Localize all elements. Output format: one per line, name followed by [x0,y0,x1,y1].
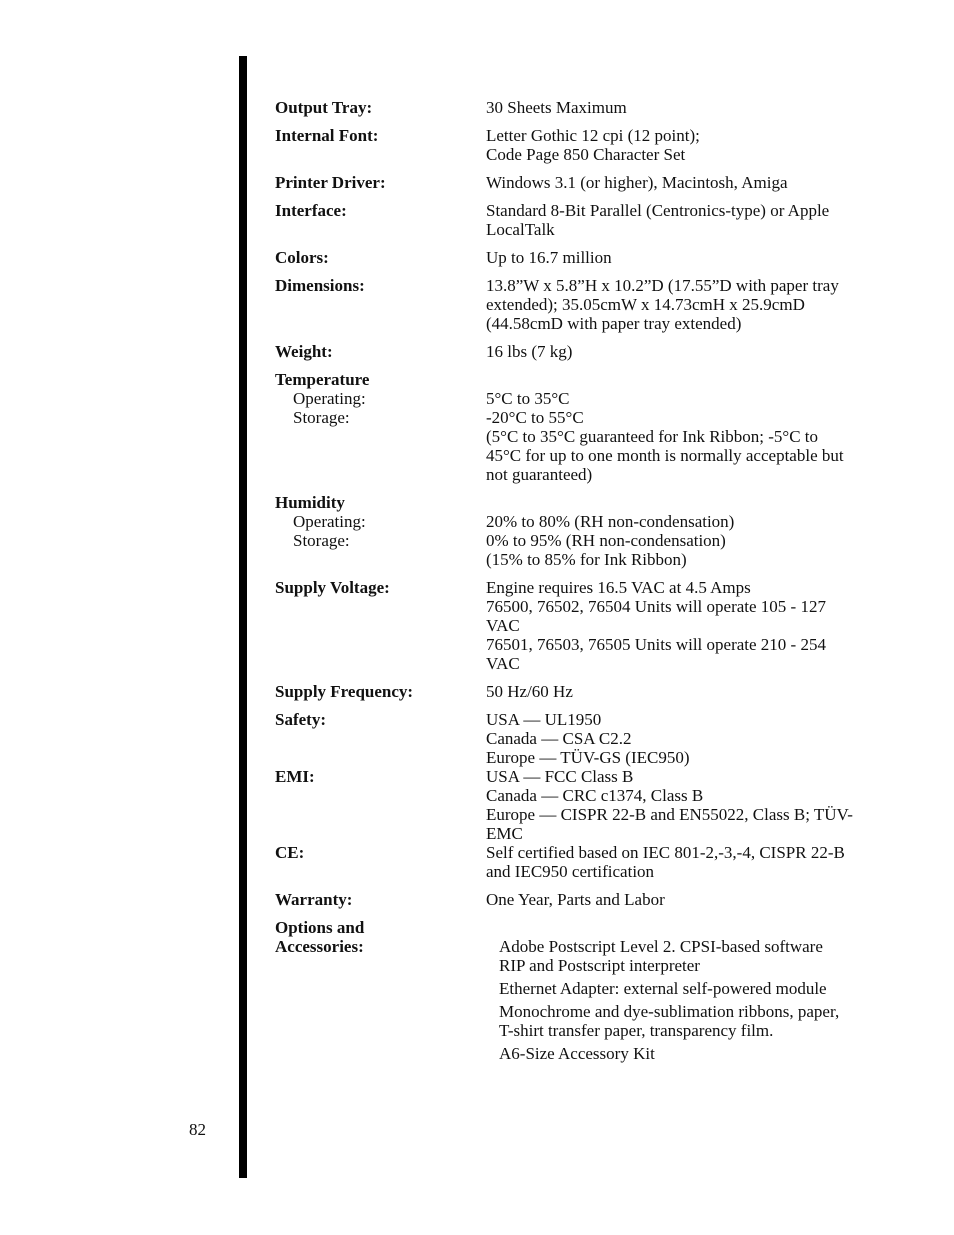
spec-supply-frequency [275,682,887,701]
spec-label: Printer Driver: [275,173,386,192]
value-line: Canada — CSA C2.2 [486,729,632,748]
spec-value: Windows 3.1 (or higher), Macintosh, Amiga [486,173,788,192]
spec-heading: Humidity [275,493,345,512]
spec-value [486,201,887,239]
spec-ce [275,843,887,881]
spec-label: Interface: [275,201,347,220]
value-line: Code Page 850 Character Set [486,145,686,164]
spec-list [275,98,887,1076]
operating-label: Operating: [293,389,366,408]
spec-label: Dimensions: [275,276,365,295]
spec-value [486,710,887,767]
spec-label: Supply Frequency: [275,682,414,701]
spec-label [275,493,486,569]
value-line: (15% to 85% for Ink Ribbon) [486,550,687,569]
margin-rule [239,56,247,1178]
spec-supply-voltage [275,578,887,673]
spec-label: Warranty: [275,890,353,909]
spec-printer-driver [275,173,887,192]
spec-value: One Year, Parts and Labor [486,890,665,909]
list-item [499,979,887,998]
value-line: 20% to 80% (RH non-condensation) [486,512,735,531]
value-line: 45°C for up to one month is normally acceptable but [486,446,844,465]
spec-colors [275,248,887,267]
value-line: Adobe Postscript Level 2. CPSI-based software [499,937,823,956]
spec-label: Supply Voltage: [275,578,390,597]
spec-label [275,370,486,484]
spec-label: Internal Font: [275,126,379,145]
list-item [499,1044,887,1063]
value-line: extended); 35.05cmW x 14.73cmH x 25.9cmD [486,295,805,314]
spec-label: Weight: [275,342,333,361]
spec-options [275,918,887,1067]
storage-label: Storage: [293,408,350,427]
spec-value [486,370,887,484]
spec-label: CE: [275,843,305,862]
list-item [499,937,887,975]
value-line: EMC [486,824,523,843]
value-line: RIP and Postscript interpreter [499,956,700,975]
value-line: VAC [486,616,520,635]
operating-label: Operating: [293,512,366,531]
value-line: 76500, 76502, 76504 Units will operate 105 - 127 [486,597,826,616]
spec-warranty [275,890,887,909]
spec-safety [275,710,887,767]
page-number: 82 [189,1120,206,1139]
options-list [486,918,887,1067]
value-line: Engine requires 16.5 VAC at 4.5 Amps [486,578,751,597]
value-line: -20°C to 55°C [486,408,584,427]
list-item [499,1002,887,1040]
spec-value [486,276,887,333]
spec-label: EMI: [275,767,315,786]
spec-value [486,843,887,881]
value-line: VAC [486,654,520,673]
value-line: Self certified based on IEC 801-2,-3,-4, CISPR 22-B [486,843,845,862]
value-line: (44.58cmD with paper tray extended) [486,314,742,333]
value-line: Canada — CRC c1374, Class B [486,786,704,805]
spec-interface [275,201,887,239]
value-line: not guaranteed) [486,465,593,484]
spec-label-line: Accessories: [275,937,364,956]
spec-value [486,493,887,569]
spec-temperature [275,370,887,484]
spec-output-tray [275,98,887,117]
spec-internal-font [275,126,887,164]
value-line: 0% to 95% (RH non-condensation) [486,531,726,550]
spec-label: Colors: [275,248,329,267]
value-line: A6-Size Accessory Kit [499,1044,655,1063]
value-line: USA — UL1950 [486,710,602,729]
spec-label: Safety: [275,710,326,729]
value-line: and IEC950 certification [486,862,655,881]
spec-value [486,126,887,164]
spec-humidity [275,493,887,569]
spec-label-line: Options and [275,918,365,937]
value-line: (5°C to 35°C guaranteed for Ink Ribbon; -5°C to [486,427,819,446]
spec-dimensions [275,276,887,333]
value-line: T-shirt transfer paper, transparency film. [499,1021,774,1040]
spec-label [275,918,486,1067]
spec-weight [275,342,887,361]
value-line: Letter Gothic 12 cpi (12 point); [486,126,700,145]
value-line: 5°C to 35°C [486,389,570,408]
value-line: 76501, 76503, 76505 Units will operate 210 - 254 [486,635,826,654]
spec-heading: Temperature [275,370,370,389]
value-line: USA — FCC Class B [486,767,634,786]
spec-value: Up to 16.7 million [486,248,612,267]
value-line: 13.8”W x 5.8”H x 10.2”D (17.55”D with paper tray [486,276,839,295]
spec-value: 50 Hz/60 Hz [486,682,573,701]
spec-label: Output Tray: [275,98,373,117]
value-line: Monochrome and dye-sublimation ribbons, paper, [499,1002,840,1021]
value-line: Europe — TÜV-GS (IEC950) [486,748,690,767]
storage-label: Storage: [293,531,350,550]
spec-value [486,767,887,843]
spec-value: 16 lbs (7 kg) [486,342,573,361]
value-line: LocalTalk [486,220,555,239]
spec-value [486,578,887,673]
value-line: Europe — CISPR 22-B and EN55022, Class B; TÜV- [486,805,853,824]
spec-emi [275,767,887,843]
value-line: Ethernet Adapter: external self-powered module [499,979,827,998]
spec-value: 30 Sheets Maximum [486,98,627,117]
value-line: Standard 8-Bit Parallel (Centronics-type) or Apple [486,201,830,220]
